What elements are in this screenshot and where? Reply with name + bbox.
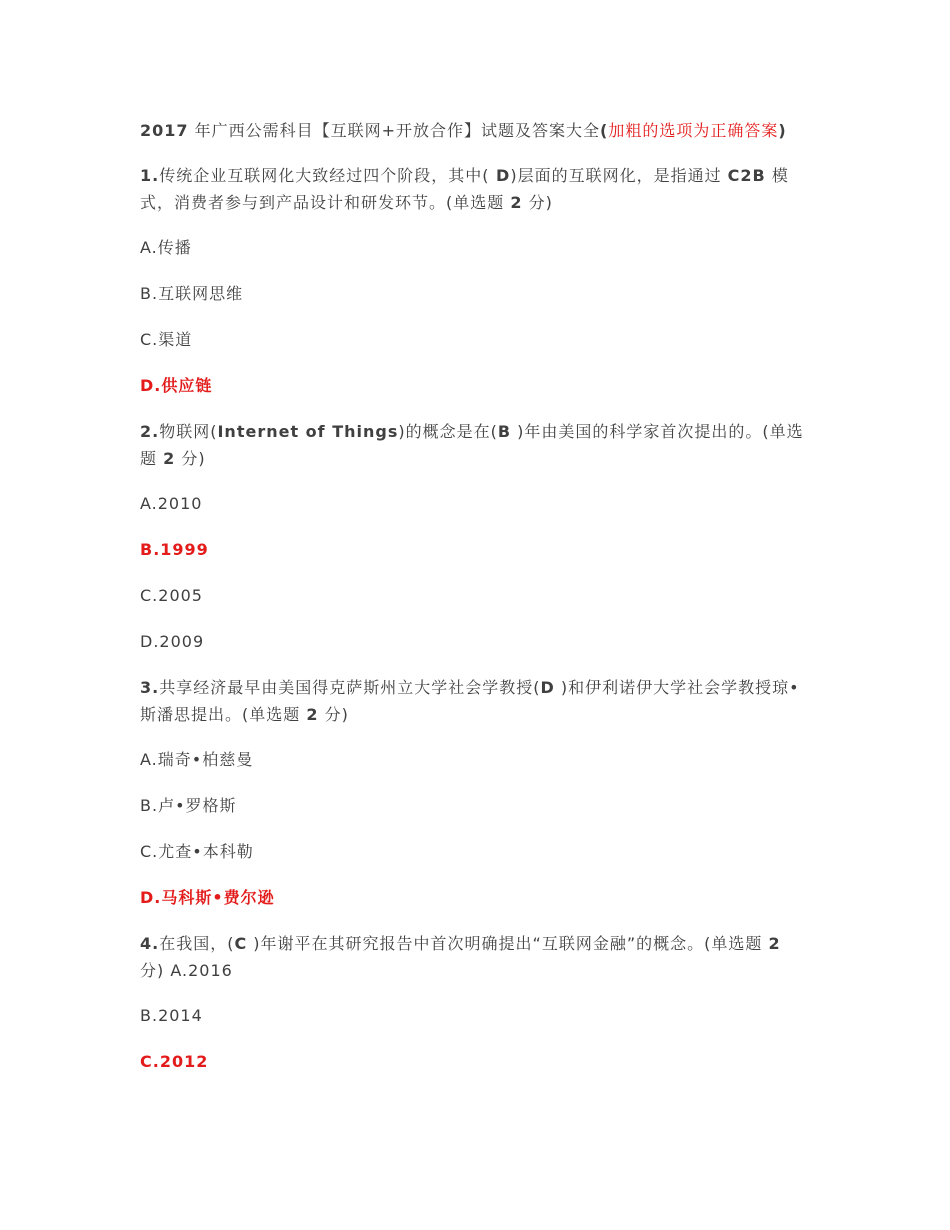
question-text-bold: C2B <box>727 166 766 185</box>
question-4-stem <box>140 930 808 984</box>
question-text: 物联网( <box>159 422 218 441</box>
question-3-stem <box>140 674 808 728</box>
question-text: )和伊利诺伊大学社会学教授琼•斯潘思提出。(单选题 <box>140 678 800 724</box>
question-text: 模式，消费者参与到产品设计和研发环节。(单选题 <box>140 166 789 212</box>
option-1d-correct: D.供应链 <box>140 376 213 395</box>
question-number: 3. <box>140 678 160 697</box>
question-number: 4. <box>140 934 160 953</box>
question-text: )层面的互联网化，是指通过 <box>510 166 728 185</box>
question-answer: D <box>540 678 555 697</box>
question-text: )的概念是在( <box>398 422 498 441</box>
question-score-unit: 分) A.2016 <box>140 961 233 980</box>
question-score: 2 <box>163 449 176 468</box>
question-answer: C <box>234 934 248 953</box>
question-answer: D <box>489 166 511 185</box>
option-4c-correct: C.2012 <box>140 1052 209 1071</box>
option-4b: B.2014 <box>140 1006 203 1025</box>
question-score-unit: 分) <box>175 449 206 468</box>
question-answer: B <box>497 422 512 441</box>
question-score-unit: 分) <box>318 705 349 724</box>
option-2d: D.2009 <box>140 632 205 651</box>
question-text: 传统企业互联网化大致经过四个阶段，其中( <box>159 166 490 185</box>
question-score: 2 <box>306 705 319 724</box>
question-score: 2 <box>510 193 523 212</box>
question-text: )年谢平在其研究报告中首次明确提出“互联网金融”的概念。(单选题 <box>247 934 769 953</box>
title-note: 加粗的选项为正确答案 <box>608 121 779 140</box>
title-note-close: ) <box>778 121 787 140</box>
document-title <box>140 117 808 144</box>
option-1c: C.渠道 <box>140 330 193 349</box>
document-page <box>140 117 808 1094</box>
question-score: 2 <box>768 934 781 953</box>
option-1a: A.传播 <box>140 238 192 257</box>
option-1b: B.互联网思维 <box>140 284 244 303</box>
option-2c: C.2005 <box>140 586 203 605</box>
option-2a: A.2010 <box>140 494 203 513</box>
title-note-open: ( <box>600 121 609 140</box>
option-2b-correct: B.1999 <box>140 540 209 559</box>
question-number: 2. <box>140 422 160 441</box>
question-2-stem <box>140 418 808 472</box>
option-3b: B.卢•罗格斯 <box>140 796 237 815</box>
option-3c: C.尤查•本科勒 <box>140 842 254 861</box>
option-3a: A.瑞奇•柏慈曼 <box>140 750 254 769</box>
question-text: 共享经济最早由美国得克萨斯州立大学社会学教授( <box>159 678 541 697</box>
option-3d-correct: D.马科斯•费尔逊 <box>140 888 275 907</box>
question-text: )年由美国的科学家首次提出的。(单选题 <box>140 422 804 468</box>
title-year: 2017 <box>140 121 189 140</box>
question-text-bold: Internet of Things <box>217 422 399 441</box>
question-1-stem <box>140 162 808 216</box>
question-text: 在我国，( <box>159 934 235 953</box>
question-number: 1. <box>140 166 160 185</box>
title-main: 年广西公需科目【互联网+开放合作】试题及答案大全 <box>188 121 601 140</box>
question-score-unit: 分) <box>522 193 553 212</box>
